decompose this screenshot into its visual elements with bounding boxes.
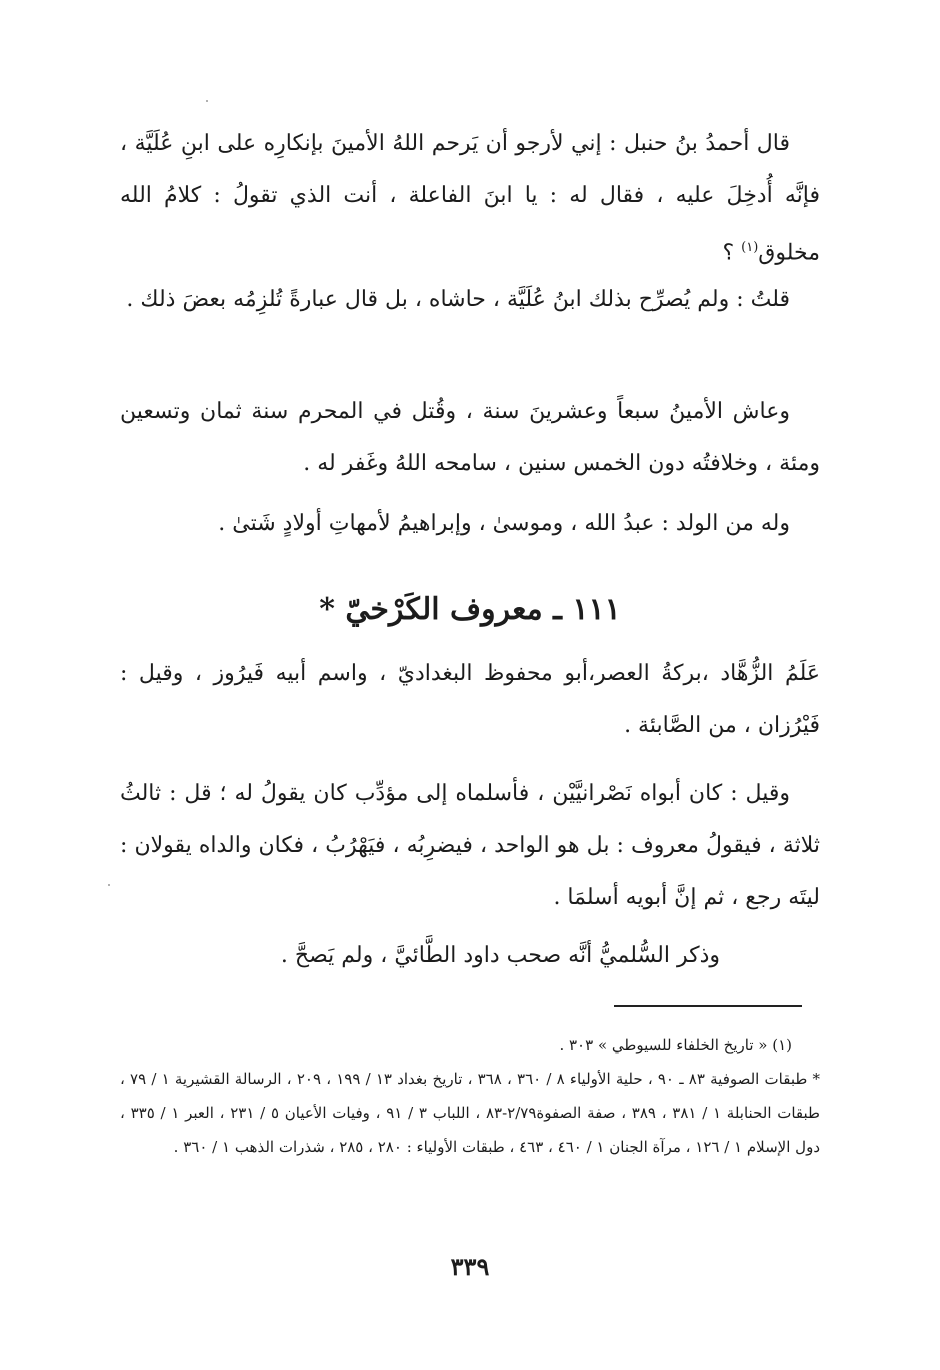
paragraph-text: وذكر السُّلميُّ أنَّه صحب داود الطَّائيَّ ، ولم يَصحَّ . xyxy=(280,943,720,968)
scan-speck xyxy=(206,100,208,102)
footnote-marker: (١) xyxy=(741,240,759,255)
paragraph-children xyxy=(120,498,820,550)
paragraph-text: قال أحمدُ بنُ حنبل : إني لأرجو أن يَرحم اللهُ الأمينَ بإنكارِه على ابنِ عُلَيَّة ، فإنَّه أُدخِلَ عليه ، فقال له : يا ابنَ الفاعلة ، أنت الذي تقولُ : كلامُ الله مخلوق xyxy=(120,131,820,266)
paragraph-text: وعاش الأمينُ سبعاً وعشرينَ سنة ، وقُتل في المحرم سنة ثمان وتسعين ومئة ، وخلافتُه دون الخمس سنين ، سامحه اللهُ وغَفر له . xyxy=(120,399,820,476)
footnote-1: (١) « تاريخ الخلفاء للسيوطي » ٣٠٣ . xyxy=(559,1036,792,1054)
paragraph-author-comment xyxy=(120,274,820,326)
paragraph-text: قلتُ : ولم يُصرِّح بذلك ابنُ عُلَيَّة ، حاشاه ، بل قال عبارةً تُلزِمُه بعضَ ذلك . xyxy=(126,287,790,312)
paragraph-text: عَلَمُ الزُّهَّاد ،بركةُ العصر،أبو محفوظ البغداديّ ، واسم أبيه فَيرُوز ، وقيل : فَيْرُزان ، من الصَّابئة . xyxy=(120,661,820,738)
page-number: ٣٣٩ xyxy=(450,1252,490,1281)
paragraph-text: وقيل : كان أبواه نَصْرانيَّيْن ، فأسلماه إلى مؤدِّب كان يقولُ له ؛ قل : ثالثُ ثلاثة ، فيقولُ معروف : بل هو الواحد ، فيضرِبُه ، فيَهْرُبُ ، فكان والداه يقولان : ليتَه رجع ، ثم إنَّ أبويه أسلمَا . xyxy=(120,781,820,910)
paragraph-amin-death xyxy=(120,386,820,490)
section-heading: ١١١ ـ معروف الكَرْخيّ * xyxy=(319,592,621,627)
paragraph-text: وله من الولد : عبدُ الله ، وموسىٰ ، وإبراهيمُ لأمهاتِ أولادٍ شَتىٰ . xyxy=(218,511,790,536)
footnote-sources: * طبقات الصوفية ٨٣ ـ ٩٠ ، حلية الأولياء ٨ / ٣٦٠ ، ٣٦٨ ، تاريخ بغداد ١٣ / ١٩٩ ، ٢٠٩ ، الرسالة القشيرية ١ / ٧٩ ، طبقات الحنابلة ١ / ٣٨١ ، ٣٨٩ ، صفة الصفوة٢/٧٩-٨٣ ، اللباب ٣ / ٩١ ، وفيات الأعيان ٥ / ٢٣١ ، العبر ١ / ٣٣٥ ، دول الإسلام ١ / ١٢٦ ، مرآة الجنان ١ / ٤٦٠ ، ٤٦٣ ، طبقات الأولياء : ٢٨٠ ، ٢٨٥ ، شذرات الذهب ١ / ٣٦٠ . xyxy=(120,1070,820,1156)
paragraph-maruf-intro xyxy=(120,648,820,752)
paragraph-ahmad-ibn-hanbal xyxy=(120,118,820,279)
paragraph-end: ؟ xyxy=(722,240,742,266)
footnote-divider xyxy=(614,1005,802,1007)
scan-speck xyxy=(108,884,110,886)
paragraph-maruf-parents xyxy=(120,768,820,924)
paragraph-sulami xyxy=(120,930,820,982)
footnotes xyxy=(120,1028,820,1164)
